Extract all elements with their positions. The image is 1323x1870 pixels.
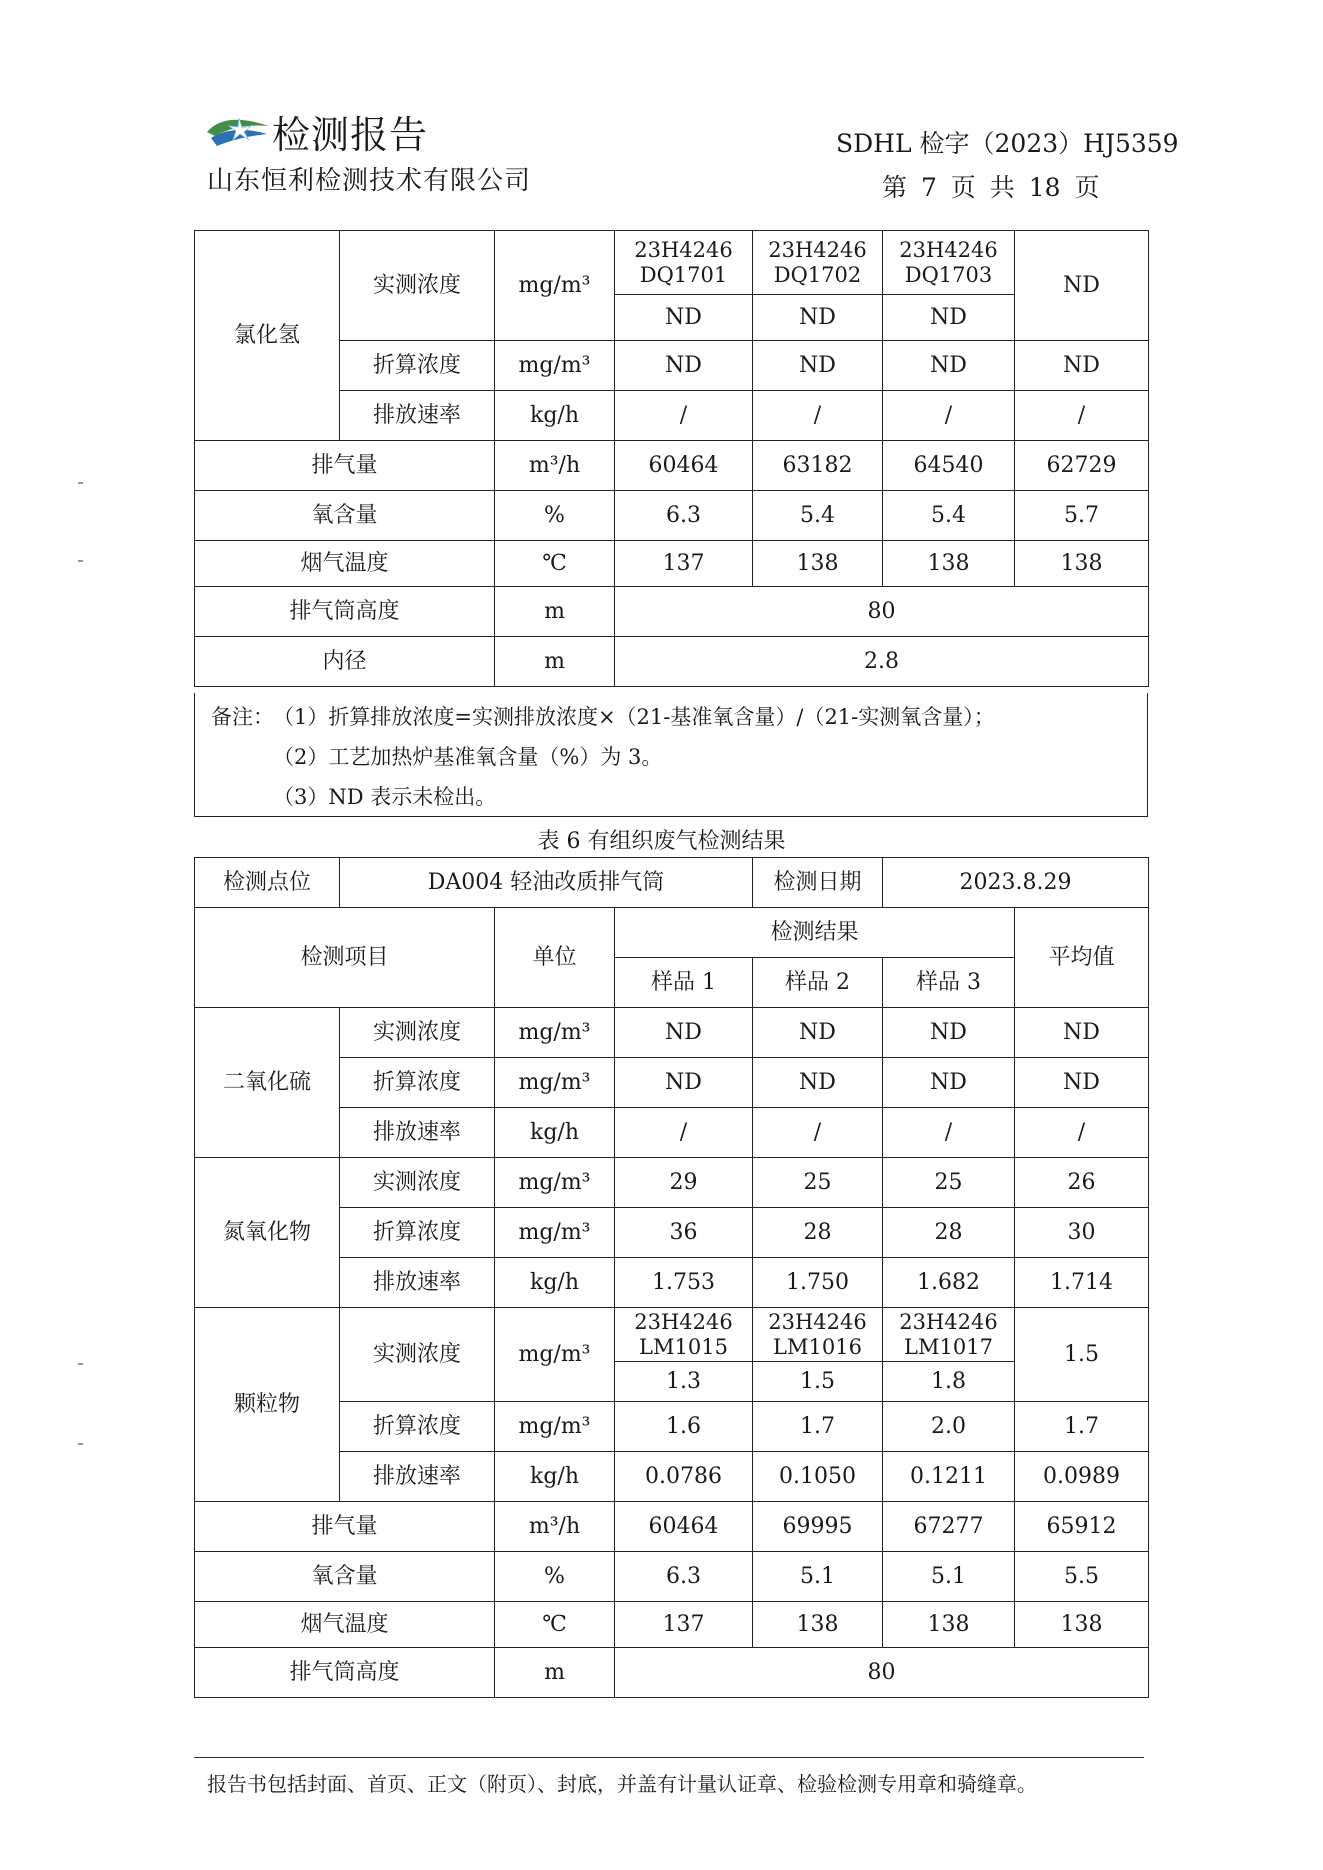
point-label: 检测点位 — [195, 858, 340, 908]
row-label: 排放速率 — [340, 1452, 495, 1502]
value-cell: 137 — [615, 541, 753, 587]
unit-cell: mg/m³ — [495, 231, 615, 341]
row-label: 实测浓度 — [340, 1308, 495, 1402]
value-cell: ND — [883, 295, 1015, 341]
average-cell: 138 — [1015, 1602, 1149, 1648]
header-unit: 单位 — [495, 908, 615, 1008]
value-cell: 25 — [753, 1158, 883, 1208]
row-label: 烟气温度 — [195, 541, 495, 587]
page-indicator: 第 7 页 共 18 页 — [882, 173, 1100, 202]
average-cell: 62729 — [1015, 441, 1149, 491]
value-cell: ND — [883, 341, 1015, 391]
value-cell: ND — [753, 341, 883, 391]
unit-cell: ℃ — [495, 1602, 615, 1648]
value-cell: ND — [753, 295, 883, 341]
table-row — [195, 541, 1149, 587]
value-cell: / — [883, 1108, 1015, 1158]
value-cell: 0.1050 — [753, 1452, 883, 1502]
average-cell: 65912 — [1015, 1502, 1149, 1552]
sample-code: 23H4246 DQ1702 — [753, 231, 883, 295]
average-cell: ND — [1015, 1008, 1149, 1058]
value-cell: 80 — [615, 587, 1149, 637]
value-cell: 2.0 — [883, 1402, 1015, 1452]
sample-code: 23H4246 LM1015 — [615, 1308, 753, 1362]
value-cell: ND — [615, 1008, 753, 1058]
scan-mark — [78, 560, 83, 562]
unit-cell: m — [495, 637, 615, 687]
value-cell: 60464 — [615, 441, 753, 491]
unit-cell: mg/m³ — [495, 1058, 615, 1108]
table-row — [195, 1602, 1149, 1648]
value-cell: 2.8 — [615, 637, 1149, 687]
pollutant-name: 二氧化硫 — [195, 1008, 340, 1158]
value-cell: 6.3 — [615, 491, 753, 541]
value-cell: 69995 — [753, 1502, 883, 1552]
value-cell: 29 — [615, 1158, 753, 1208]
scan-mark — [78, 1363, 83, 1365]
value-cell: 64540 — [883, 441, 1015, 491]
unit-cell: % — [495, 491, 615, 541]
unit-cell: kg/h — [495, 391, 615, 441]
note-item: （2）工艺加热炉基准氧含量（%）为 3。 — [273, 745, 663, 769]
sample-code: 23H4246 LM1016 — [753, 1308, 883, 1362]
row-label: 排放速率 — [340, 1258, 495, 1308]
header-sample: 样品 3 — [883, 958, 1015, 1008]
scan-mark — [78, 1443, 83, 1445]
table-row — [195, 1008, 1149, 1058]
company-logo-icon — [205, 112, 271, 148]
value-cell: 5.4 — [883, 491, 1015, 541]
notes-box — [194, 693, 1148, 817]
value-cell: 63182 — [753, 441, 883, 491]
pollutant-name: 氯化氢 — [195, 231, 340, 441]
unit-cell: % — [495, 1552, 615, 1602]
value-cell: 1.8 — [883, 1362, 1015, 1402]
value-cell: / — [753, 391, 883, 441]
row-label: 折算浓度 — [340, 1208, 495, 1258]
average-cell: 138 — [1015, 541, 1149, 587]
row-label: 内径 — [195, 637, 495, 687]
table-row — [195, 441, 1149, 491]
value-cell: ND — [615, 341, 753, 391]
unit-cell: mg/m³ — [495, 1208, 615, 1258]
unit-cell: m — [495, 587, 615, 637]
value-cell: 0.1211 — [883, 1452, 1015, 1502]
table-row — [195, 1158, 1149, 1208]
average-cell: 26 — [1015, 1158, 1149, 1208]
header-item: 检测项目 — [195, 908, 495, 1008]
table-row — [195, 1308, 1149, 1362]
pollutant-name: 氮氧化物 — [195, 1158, 340, 1308]
average-cell: / — [1015, 1108, 1149, 1158]
value-cell: ND — [883, 1058, 1015, 1108]
header-sample: 样品 2 — [753, 958, 883, 1008]
row-label: 折算浓度 — [340, 1402, 495, 1452]
value-cell: 1.682 — [883, 1258, 1015, 1308]
note-item: （1）折算排放浓度=实测排放浓度×（21-基准氧含量）/（21-实测氧含量）； — [273, 705, 995, 729]
unit-cell: m³/h — [495, 441, 615, 491]
header-sample: 样品 1 — [615, 958, 753, 1008]
row-label: 排放速率 — [340, 391, 495, 441]
table-row — [195, 231, 1149, 295]
value-cell: 1.3 — [615, 1362, 753, 1402]
value-cell: 138 — [753, 1602, 883, 1648]
table-row — [195, 858, 1149, 908]
value-cell: 80 — [615, 1648, 1149, 1698]
unit-cell: kg/h — [495, 1258, 615, 1308]
table-row — [195, 1648, 1149, 1698]
average-cell: 1.5 — [1015, 1308, 1149, 1402]
date-label: 检测日期 — [753, 858, 883, 908]
value-cell: 1.750 — [753, 1258, 883, 1308]
value-cell: ND — [753, 1058, 883, 1108]
average-cell: ND — [1015, 341, 1149, 391]
average-cell: ND — [1015, 1058, 1149, 1108]
unit-cell: kg/h — [495, 1452, 615, 1502]
note-item: （3）ND 表示未检出。 — [273, 785, 497, 809]
report-brand-title: 检测报告 — [272, 113, 429, 157]
point-value: DA004 轻油改质排气筒 — [340, 858, 753, 908]
value-cell: ND — [753, 1008, 883, 1058]
results-table-continued — [194, 230, 1149, 687]
row-label: 实测浓度 — [340, 1158, 495, 1208]
average-cell: 5.5 — [1015, 1552, 1149, 1602]
average-cell: 0.0989 — [1015, 1452, 1149, 1502]
notes-prefix: 备注： — [211, 705, 274, 729]
header-result: 检测结果 — [615, 908, 1015, 958]
value-cell: 36 — [615, 1208, 753, 1258]
unit-cell: mg/m³ — [495, 341, 615, 391]
unit-cell: mg/m³ — [495, 1008, 615, 1058]
header-average: 平均值 — [1015, 908, 1149, 1008]
row-label: 氧含量 — [195, 1552, 495, 1602]
value-cell: / — [615, 1108, 753, 1158]
value-cell: 138 — [883, 1602, 1015, 1648]
row-label: 实测浓度 — [340, 231, 495, 341]
row-label: 氧含量 — [195, 491, 495, 541]
value-cell: 5.4 — [753, 491, 883, 541]
value-cell: 28 — [753, 1208, 883, 1258]
pollutant-name: 颗粒物 — [195, 1308, 340, 1502]
row-label: 排气量 — [195, 441, 495, 491]
table-row — [195, 1502, 1149, 1552]
average-cell: 5.7 — [1015, 491, 1149, 541]
value-cell: / — [753, 1108, 883, 1158]
value-cell: 67277 — [883, 1502, 1015, 1552]
value-cell: 6.3 — [615, 1552, 753, 1602]
value-cell: 138 — [883, 541, 1015, 587]
value-cell: 1.5 — [753, 1362, 883, 1402]
value-cell: 60464 — [615, 1502, 753, 1552]
unit-cell: mg/m³ — [495, 1308, 615, 1402]
table-row — [195, 1552, 1149, 1602]
row-label: 排气量 — [195, 1502, 495, 1552]
table-row — [195, 491, 1149, 541]
average-cell: 30 — [1015, 1208, 1149, 1258]
row-label: 折算浓度 — [340, 1058, 495, 1108]
unit-cell: mg/m³ — [495, 1402, 615, 1452]
row-label: 烟气温度 — [195, 1602, 495, 1648]
table-row — [195, 637, 1149, 687]
value-cell: 1.6 — [615, 1402, 753, 1452]
value-cell: / — [615, 391, 753, 441]
report-number: SDHL 检字（2023）HJ5359 — [836, 129, 1179, 158]
value-cell: 1.753 — [615, 1258, 753, 1308]
table-row — [195, 908, 1149, 958]
row-label: 排气筒高度 — [195, 587, 495, 637]
value-cell: 5.1 — [883, 1552, 1015, 1602]
row-label: 排放速率 — [340, 1108, 495, 1158]
sample-code: 23H4246 LM1017 — [883, 1308, 1015, 1362]
value-cell: ND — [883, 1008, 1015, 1058]
results-table-6 — [194, 857, 1149, 1698]
value-cell: 5.1 — [753, 1552, 883, 1602]
average-cell: 1.7 — [1015, 1402, 1149, 1452]
row-label: 实测浓度 — [340, 1008, 495, 1058]
value-cell: / — [883, 391, 1015, 441]
unit-cell: ℃ — [495, 541, 615, 587]
value-cell: ND — [615, 1058, 753, 1108]
unit-cell: m — [495, 1648, 615, 1698]
unit-cell: m³/h — [495, 1502, 615, 1552]
table-caption: 表 6 有组织废气检测结果 — [537, 829, 786, 854]
average-cell: / — [1015, 391, 1149, 441]
value-cell: 0.0786 — [615, 1452, 753, 1502]
sample-code: 23H4246 DQ1701 — [615, 231, 753, 295]
footer-note: 报告书包括封面、首页、正文（附页）、封底，并盖有计量认证章、检验检测专用章和骑缝章。 — [207, 1772, 1037, 1796]
unit-cell: kg/h — [495, 1108, 615, 1158]
sample-code: 23H4246 DQ1703 — [883, 231, 1015, 295]
value-cell: ND — [615, 295, 753, 341]
row-label: 排气筒高度 — [195, 1648, 495, 1698]
company-name: 山东恒利检测技术有限公司 — [207, 166, 532, 196]
value-cell: 138 — [753, 541, 883, 587]
row-label: 折算浓度 — [340, 341, 495, 391]
value-cell: 28 — [883, 1208, 1015, 1258]
value-cell: 137 — [615, 1602, 753, 1648]
value-cell: 25 — [883, 1158, 1015, 1208]
date-value: 2023.8.29 — [883, 858, 1149, 908]
unit-cell: mg/m³ — [495, 1158, 615, 1208]
average-cell: ND — [1015, 231, 1149, 341]
table-row — [195, 587, 1149, 637]
average-cell: 1.714 — [1015, 1258, 1149, 1308]
footer-divider — [194, 1757, 1144, 1758]
value-cell: 1.7 — [753, 1402, 883, 1452]
scan-mark — [78, 482, 83, 484]
